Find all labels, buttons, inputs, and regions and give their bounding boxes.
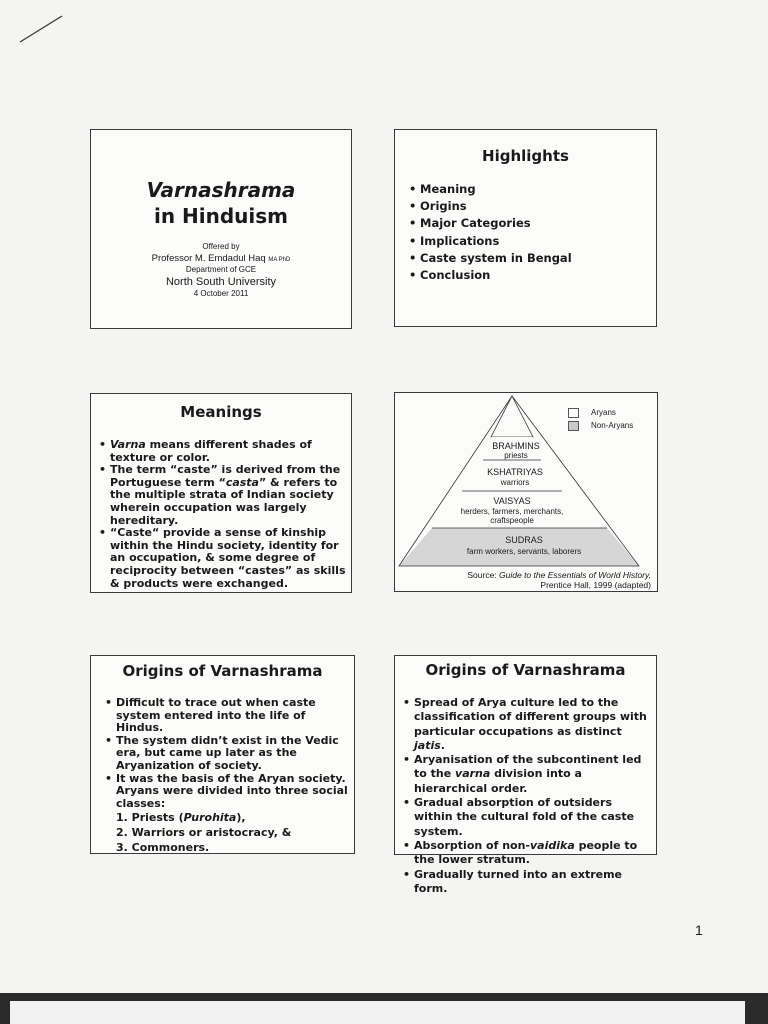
- list-item-text: Absorption of non-: [414, 838, 530, 852]
- legend-label: Aryans: [591, 408, 616, 417]
- tier-name: KSHATRIYAS: [487, 467, 543, 477]
- list-item-text: .: [440, 738, 445, 752]
- list-item: • Conclusion: [409, 267, 656, 284]
- tier-desc: priests: [504, 451, 528, 460]
- source-label: Source:: [467, 570, 500, 580]
- list-item-text: division into a hierarchical order.: [414, 767, 582, 795]
- offered-by: Offered by: [202, 242, 240, 251]
- legend-swatch-white: [568, 408, 579, 418]
- list-item-text: Spread of Arya culture led to the classification of different groups with particular occupations as distinct: [414, 696, 647, 738]
- source-publisher: Prentice Hall, 1999 (adapted): [540, 580, 651, 590]
- tier-desc: warriors: [500, 478, 530, 487]
- legend: [568, 406, 633, 432]
- department: Department of GCE: [185, 265, 257, 274]
- page-number: 1: [695, 922, 703, 938]
- title-line-1: Varnashrama: [146, 178, 296, 202]
- term-purohita: Purohita: [183, 811, 237, 825]
- list-item: • Difficult to trace out when caste system entered into the life of Hindus.: [105, 697, 350, 735]
- list-item: [403, 753, 652, 796]
- list-item: • Origins: [409, 198, 656, 215]
- numbered-text: ),: [236, 811, 246, 825]
- professor-name: [91, 253, 351, 264]
- legend-item: [568, 406, 633, 419]
- term-varna: Varna: [110, 438, 146, 451]
- list-item: [403, 839, 652, 868]
- list-item: • Implications: [409, 233, 656, 250]
- slide-pyramid: [394, 392, 658, 592]
- numbered-item: 2. Warriors or aristocracy, &: [116, 826, 292, 840]
- list-item: • The system didn’t exist in the Vedic era, but came up later as the Aryanization of society.: [105, 735, 350, 773]
- term-varna: varna: [455, 767, 491, 781]
- list-item: • “Caste“ provide a sense of kinship within the Hindu society, identity for an occupation, & some degree of reciprocity between “castes” as skills & products were exchanged.: [99, 527, 347, 590]
- list-item: • Gradual absorption of outsiders within the cultural fold of the caste system.: [403, 796, 652, 839]
- date: 4 October 2011: [193, 289, 249, 298]
- pen-mark: [18, 12, 64, 44]
- list-item: • Meaning: [409, 181, 656, 198]
- title-line-2: in Hinduism: [153, 204, 289, 228]
- numbered-text: 1. Priests (: [116, 811, 184, 825]
- term-jatis: jatis: [414, 738, 441, 752]
- list-item: • Gradually turned into an extreme form.: [403, 868, 652, 897]
- source-note: [401, 570, 651, 590]
- legend-label: Non-Aryans: [591, 421, 634, 430]
- slide-heading: Meanings: [180, 403, 262, 421]
- legend-item: [568, 419, 633, 432]
- origins-list: [403, 696, 652, 896]
- slide-origins-2: [394, 655, 657, 895]
- professor-text: Professor M. Emdadul Haq: [151, 253, 266, 264]
- slide-heading: Origins of Varnashrama: [425, 661, 626, 679]
- list-item-text: The term “caste” is derived from the Portuguese term “: [110, 463, 341, 489]
- degrees: MA PhD: [268, 257, 291, 263]
- scan-edge-paper: [10, 1001, 745, 1024]
- tier-desc: farm workers, servants, laborers: [466, 547, 582, 556]
- tier-name: BRAHMINS: [492, 441, 540, 451]
- list-item: • Major Categories: [409, 215, 656, 232]
- university: North South University: [165, 276, 277, 288]
- scan-bottom-edge: [0, 993, 768, 1024]
- origins-list: [105, 697, 350, 810]
- slide-highlights: [394, 129, 657, 327]
- tier-desc: herders, farmers, merchants,: [460, 507, 564, 516]
- list-item: [99, 464, 347, 527]
- list-item: [99, 439, 347, 464]
- list-item-text: means different shades of texture or color.: [110, 438, 312, 464]
- tier-desc: craftspeople: [490, 516, 534, 525]
- numbered-item: 3. Commoners.: [116, 841, 210, 855]
- slide-title: [90, 129, 352, 329]
- list-item: • It was the basis of the Aryan society. Aryans were divided into three social classes:: [105, 773, 350, 811]
- list-item: [403, 696, 652, 753]
- numbered-item: [116, 810, 354, 825]
- slide-origins-1: [90, 655, 355, 854]
- tier-name: SUDRAS: [505, 535, 543, 545]
- list-item-text: people to the lower stratum.: [414, 838, 638, 867]
- meanings-list: [99, 439, 347, 590]
- slide-heading: Highlights: [482, 147, 569, 165]
- source-title: Guide to the Essentials of World History,: [499, 570, 651, 580]
- pyramid-tier-brahmins: [491, 396, 533, 437]
- tier-name: VAISYAS: [493, 496, 531, 506]
- list-item-text: Aryanisation of the subcontinent led to the: [414, 753, 642, 781]
- term-vaidika: vaidika: [530, 838, 575, 852]
- list-item: • Caste system in Bengal: [409, 250, 656, 267]
- slide-meanings: [90, 393, 352, 593]
- slide-heading: Origins of Varnashrama: [122, 662, 323, 680]
- term-casta: casta: [225, 475, 259, 489]
- legend-swatch-gray: [568, 421, 579, 431]
- highlights-list: [409, 181, 656, 284]
- list-item-text: ” & refers to the multiple strata of Indian society wherein occupation was largely hereditary.: [110, 475, 338, 527]
